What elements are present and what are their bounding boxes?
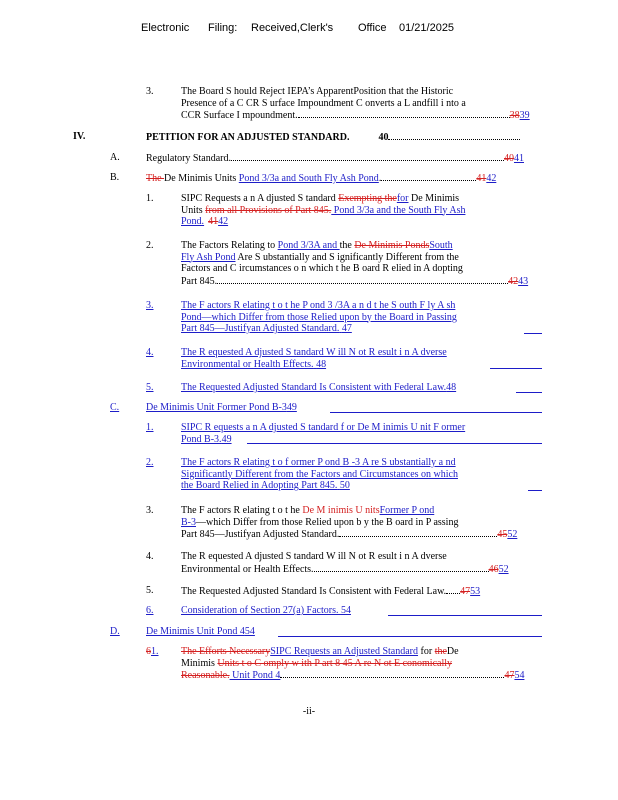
page-new: 42: [218, 216, 229, 227]
page-new: 43: [518, 275, 529, 287]
header-word-electronic: Electronic: [141, 22, 190, 34]
entry-number: A.: [110, 152, 120, 163]
page-number: 54: [244, 626, 255, 637]
entry-text: The Requested Adjusted Standard Is Consistent with Federal Law. 4753: [181, 586, 481, 597]
page-number: 49: [286, 402, 297, 413]
page-old: 41: [208, 216, 219, 227]
entry-title: PETITION FOR AN ADJUSTED STANDARD. 40: [146, 131, 520, 144]
page-old: 47: [504, 670, 515, 681]
leader-line: [330, 412, 542, 413]
leader-line: [516, 392, 542, 393]
entry-number: 4.: [146, 551, 154, 562]
entry-number: 5.: [146, 585, 154, 596]
page-new: 52: [507, 529, 518, 540]
entry-text: The Factors Relating to Pond 3/3A and the De Minimis PondsSouth Fly Ash Pond Are S ubstantially and S ignificantly Different from the Factors and C ircumstances o n which t he B oard R elied in A dopting Part 845. 4243: [181, 240, 529, 287]
header-word-office: Office: [358, 22, 387, 34]
leader-line: [524, 333, 542, 334]
entry-number: 3.: [146, 300, 154, 311]
page-new: 41: [513, 153, 524, 164]
page-new: 54: [514, 670, 525, 681]
entry-number: 2.: [146, 240, 154, 251]
leader-line: [278, 636, 542, 637]
entry-text: SIPC Requests a n A djusted S tandard Exempting thefor De Minimis Units from all Provisions of Part 845. Pond 3/3a and the South Fly Ash Pond. 4142: [181, 193, 466, 227]
entry-title: The De Minimis Units Pond 3/3a and South Fly Ash Pond. 4142: [146, 173, 497, 184]
leader-line: [528, 490, 542, 491]
header-date: 01/21/2025: [399, 22, 455, 34]
entry-number: D.: [110, 626, 120, 637]
entry-text: Consideration of Section 27(a) Factors. 54: [181, 605, 351, 616]
page-old: 38: [509, 110, 520, 121]
entry-text: The R equested A djusted S tandard W ill N ot R esult i n A dverse Environmental or Health Effects. 4652: [181, 551, 509, 575]
page-number: 48: [316, 358, 327, 370]
page-old: 41: [476, 173, 487, 184]
entry-number: C.: [110, 402, 120, 413]
entry-text: The F actors R elating t o f ormer P ond B -3 A re S ubstantially a nd Significantly Different from the Factors and Circumstances on which the Board Relied in Adopting Part 845. 50: [181, 457, 458, 491]
page-number: 47: [341, 323, 352, 334]
page-number: 40: [378, 132, 389, 143]
page-new: 53: [470, 586, 481, 597]
entry-number: IV.: [73, 131, 86, 142]
entry-title: De Minimis Unit Pond 454: [146, 626, 255, 637]
entry-number: 2.: [146, 457, 154, 468]
entry-number: 61.: [146, 646, 159, 657]
entry-title: De Minimis Unit Former Pond B-349: [146, 402, 297, 413]
page-new: 52: [498, 563, 509, 575]
leader-line: [388, 615, 542, 616]
entry-number: 3.: [146, 505, 154, 516]
page-old: 42: [508, 275, 519, 287]
page-number-footer: -ii-: [302, 706, 316, 717]
entry-number: 4.: [146, 347, 154, 358]
entry-text: The R equested A djusted S tandard W ill N ot R esult i n A dverse Environmental or Health Effects. 48: [181, 347, 447, 370]
entry-number: 1.: [146, 193, 154, 204]
leader-line: [247, 443, 542, 444]
entry-number: 3.: [146, 86, 154, 97]
entry-text: The F actors R elating t o t he De M inimis U nitsFormer P ond B-3—which Differ from those Relied upon b y the B oard in P assing Part 845—Justifyan Adjusted Standard. 4552: [181, 505, 518, 540]
page-number: 49: [221, 433, 232, 445]
header-word-filing: Filing:: [208, 22, 238, 34]
page-number: 48: [446, 382, 457, 393]
entry-number: 1.: [146, 422, 154, 433]
entry-number: 5.: [146, 382, 154, 393]
header-word-received: Received,Clerk's: [251, 22, 334, 34]
entry-title: Regulatory Standard. 4041: [146, 153, 524, 164]
entry-text: SIPC R equests a n A djusted S tandard f or De M inimis U nit F ormer Pond B-3.49: [181, 422, 466, 445]
page-old: 45: [497, 529, 508, 540]
leader-line: [490, 368, 542, 369]
entry-number: B.: [110, 172, 120, 183]
page-old: 40: [503, 153, 514, 164]
page-old: 46: [488, 563, 499, 575]
page-old: 47: [460, 586, 471, 597]
entry-text: The Requested Adjusted Standard Is Consistent with Federal Law.48: [181, 382, 457, 393]
entry-text: The Board S hould Reject IEPA’s ApparentPosition that the Historic Presence of a C CR S urface Impoundment C onverts a L andfill i nto a CCR Surface I mpoundment. 3839: [181, 86, 530, 121]
page-new: 39: [519, 110, 530, 121]
page-number: 54: [340, 605, 351, 616]
entry-text: The Efforts NecessarySIPC Requests an Adjusted Standard for theDe Minimis Units t o C omply w ith P art 8 45 A re N ot E conomically Reasonable. Unit Pond 4 4754: [181, 646, 525, 681]
page-new: 42: [486, 173, 497, 184]
entry-number: 6.: [146, 605, 154, 616]
page-number: 50: [339, 480, 350, 491]
entry-text: The F actors R elating t o t he P ond 3 /3A a n d t he S outh F ly A sh Pond—which Differ from those Relied upon by the Board in Passing Part 845—Justifyan Adjusted Standard. 47: [181, 300, 457, 334]
